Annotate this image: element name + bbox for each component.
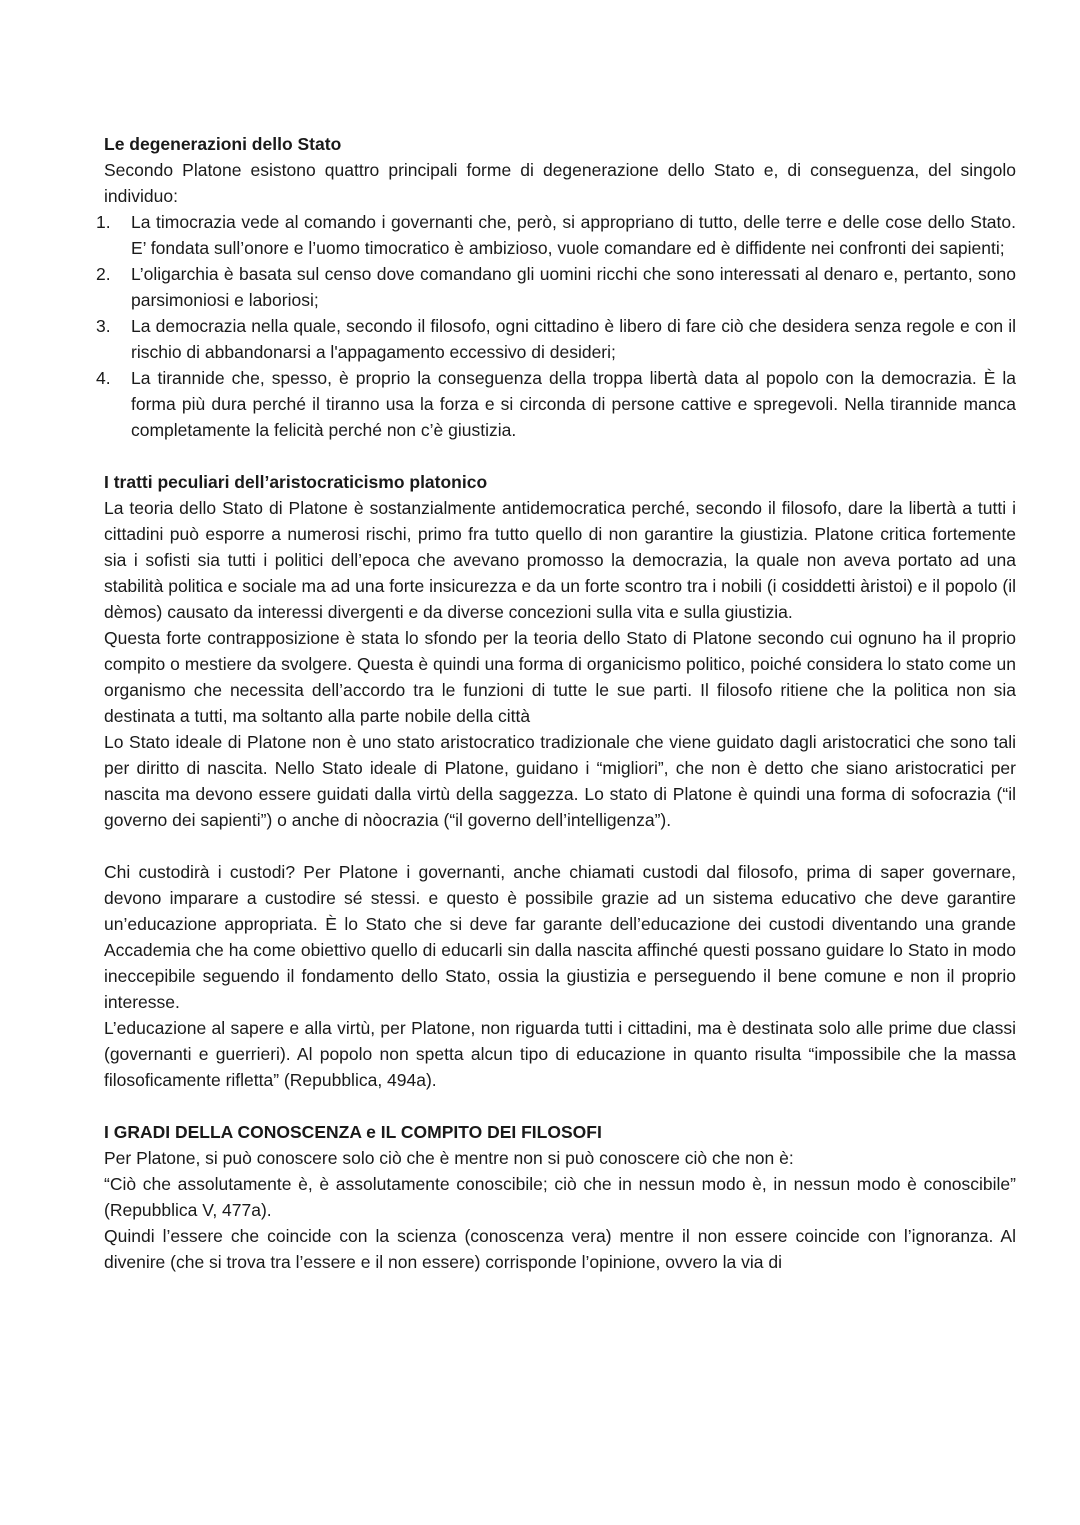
paragraph: Secondo Platone esistono quattro principali forme di degenerazione dello Stato e, di conseguenza, del singolo individuo: [104, 160, 1016, 206]
paragraph: Chi custodirà i custodi? Per Platone i governanti, anche chiamati custodi dal filosofo, prima di saper governare, devono imparare a custodire sé stessi. e questo è possibile grazie ad un sistema educativo che deve garantire un’educazione appropriata. È lo Stato che si deve far garante dell’educazione dei custodi diventando una grande Accademia che ha come obiettivo quello di educarli sin dalla nascita affinché questi possano guidare lo Stato in modo ineccepibile seguendo il fondamento dello Stato, ossia la giustizia e perseguendo il bene comune e non il proprio interesse. [104, 862, 1016, 1012]
paragraph: L’educazione al sapere e alla virtù, per Platone, non riguarda tutti i cittadini, ma è destinata solo alle prime due classi (governanti e guerrieri). Al popolo non spetta alcun tipo di educazione in quanto risulta “impossibile che la massa filosoficamente rifletta” (Repubblica, 494a). [104, 1018, 1016, 1090]
list-item [96, 261, 1016, 313]
paragraph: Lo Stato ideale di Platone non è uno stato aristocratico tradizionale che viene guidato dagli aristocratici che sono tali per diritto di nascita. Nello Stato ideale di Platone, guidano i “migliori”, che non è detto che siano aristocratici per nascita ma devono essere guidati dalla virtù della saggezza. Lo stato di Platone è quindi una forma di sofocrazia (“il governo dei sapienti”) o anche di nòocrazia (“il governo dell’intelligenza”). [104, 732, 1016, 830]
list-item-text: La timocrazia vede al comando i governanti che, però, si appropriano di tutto, delle terre e delle cose dello Stato. E’ fondata sull’onore e l’uomo timocratico è ambizioso, vuole comandare ed è diffidente nei confronti dei sapienti; [131, 212, 1016, 258]
list-number: 2. [96, 264, 111, 284]
section-degenerazioni [96, 131, 1016, 443]
list-item [96, 209, 1016, 261]
paragraph: Quindi l’essere che coincide con la scienza (conoscenza vera) mentre il non essere coincide con l’ignoranza. Al divenire (che si trova tra l’essere e il non essere) corrisponde l’opinione, ovvero la via di [104, 1226, 1016, 1272]
paragraph: Per Platone, si può conoscere solo ciò che è mentre non si può conoscere ciò che non è: [104, 1148, 794, 1168]
list-item-text: La tirannide che, spesso, è proprio la conseguenza della troppa libertà data al popolo con la democrazia. È la forma più dura perché il tiranno usa la forza e si circonda di persone cattive e spregevoli. Nella tirannide manca completamente la felicità perché non c’è giustizia. [131, 368, 1016, 440]
spacer [104, 833, 1016, 859]
section-heading: I tratti peculiari dell’aristocraticismo platonico [104, 472, 488, 492]
list-number: 1. [96, 212, 111, 232]
document-page [96, 131, 1016, 1275]
section-aristocraticismo [104, 469, 1016, 833]
list-item [96, 365, 1016, 443]
list-number: 4. [96, 368, 111, 388]
paragraph: La teoria dello Stato di Platone è sostanzialmente antidemocratica perché, secondo il filosofo, dare la libertà a tutti i cittadini può esporre a numerosi rischi, primo fra tutto quello di non garantire la giustizia. Platone critica fortemente sia i sofisti sia tutti i politici dell’epoca che avevano promosso la democrazia, la quale non aveva portato ad una stabilità politica e sociale ma ad una forte insicurezza e da un forte scontro tra i nobili (i cosiddetti àristoi) e il popolo (il dèmos) causato da interessi divergenti e da diverse concezioni sulla vita e sulla giustizia. [104, 498, 1016, 622]
list-item-text: La democrazia nella quale, secondo il filosofo, ogni cittadino è libero di fare ciò che desidera senza regole e con il rischio di abbandonarsi a l'appagamento eccessivo di desideri; [131, 316, 1016, 362]
quotation: “Ciò che assolutamente è, è assolutamente conoscibile; ciò che in nessun modo è, in nessun modo è conoscibile” (Repubblica V, 477a). [104, 1174, 1016, 1220]
paragraph: Questa forte contrapposizione è stata lo sfondo per la teoria dello Stato di Platone secondo cui ognuno ha il proprio compito o mestiere da svolgere. Questa è quindi una forma di organicismo politico, poiché considera lo stato come un organismo che necessita dell’accordo tra le funzioni di tutte le sue parti. Il filosofo ritiene che la politica non sia destinata a tutti, ma soltanto alla parte nobile della città [104, 628, 1016, 726]
spacer [104, 1093, 1016, 1119]
list-number: 3. [96, 316, 111, 336]
list-item-text: L’oligarchia è basata sul censo dove comandano gli uomini ricchi che sono interessati al denaro e, pertanto, sono parsimoniosi e laboriosi; [131, 264, 1016, 310]
list-item [96, 313, 1016, 365]
spacer [104, 443, 1016, 469]
section-heading: I GRADI DELLA CONOSCENZA e IL COMPITO DEI FILOSOFI [104, 1122, 602, 1142]
section-custodi [104, 859, 1016, 1093]
section-gradi-conoscenza [104, 1119, 1016, 1275]
numbered-list [96, 209, 1016, 443]
section-heading: Le degenerazioni dello Stato [104, 134, 342, 154]
